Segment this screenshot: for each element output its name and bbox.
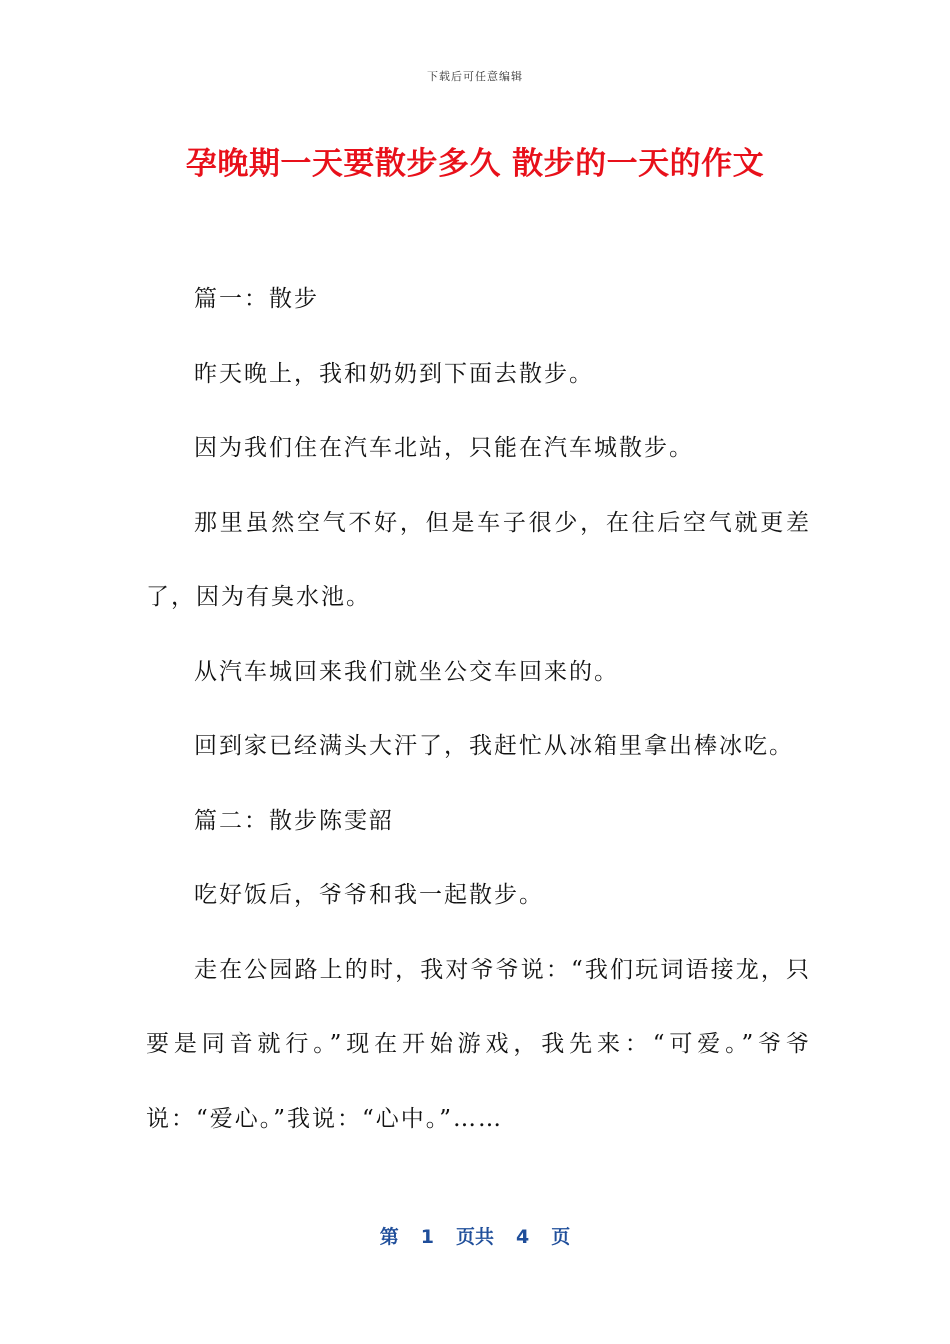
current-page-number: 1 xyxy=(420,1226,434,1248)
paragraph: 昨天晚上，我和奶奶到下面去散步。 xyxy=(194,360,594,387)
paragraph: 回到家已经满头大汗了，我赶忙从冰箱里拿出棒冰吃。 xyxy=(194,733,794,759)
paragraph: 那里虽然空气不好，但是车子很少，在往后空气就更差了，因为有臭水池。 xyxy=(146,509,811,610)
page-label-mid: 页共 xyxy=(455,1226,494,1248)
paragraph: 因为我们住在汽车北站，只能在汽车城散步。 xyxy=(194,435,694,461)
paragraph: 篇二：散步陈雯韶 xyxy=(194,807,394,834)
paragraph: 吃好饭后，爷爷和我一起散步。 xyxy=(194,882,544,908)
page-footer xyxy=(0,1222,950,1249)
page-label-prefix: 第 xyxy=(379,1226,399,1248)
paragraph: 走在公园路上的时，我对爷爷说：“我们玩词语接龙，只要是同音就行。”现在开始游戏，我先来：“可爱。”爷爷说：“爱心。”我说：“心中。”…… xyxy=(146,956,811,1132)
document-title: 孕晚期一天要散步多久 散步的一天的作文 xyxy=(185,146,765,182)
paragraph: 从汽车城回来我们就坐公交车回来的。 xyxy=(194,658,619,685)
page-label-suffix: 页 xyxy=(551,1226,571,1248)
paragraph: 篇一：散步 xyxy=(194,286,319,312)
document-body xyxy=(146,262,811,1156)
total-pages-number: 4 xyxy=(516,1226,530,1248)
header-note: 下载后可任意编辑 xyxy=(427,70,523,83)
